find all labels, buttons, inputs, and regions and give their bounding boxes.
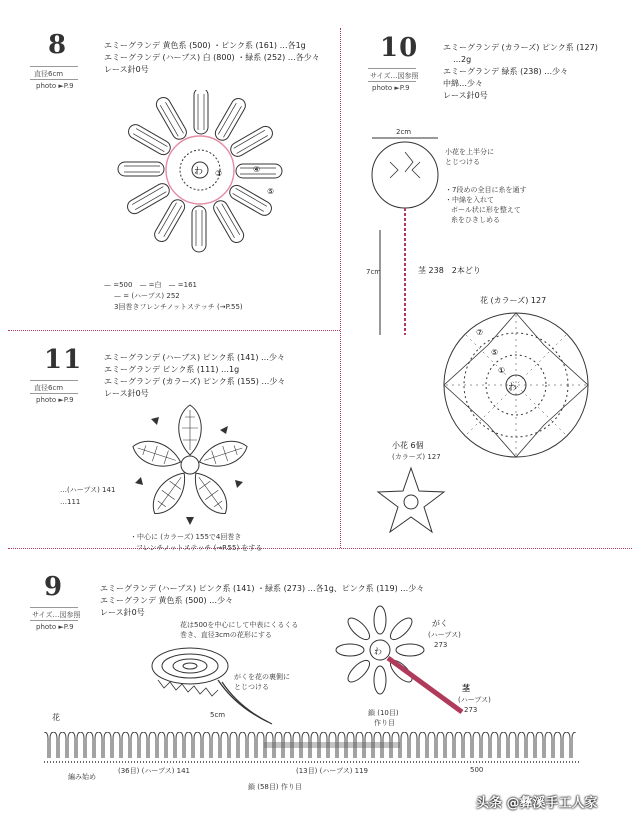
- base-chain-label: 鎖 (58目) 作り目: [248, 783, 302, 791]
- size-label: サイズ…図参照: [370, 72, 419, 80]
- pattern-number: 10: [380, 33, 419, 63]
- flower-label: 花: [52, 713, 60, 722]
- svg-text:④: ④: [253, 165, 261, 174]
- pattern-number: 9: [44, 572, 64, 602]
- diagram-11-flower: [125, 400, 255, 530]
- diagram-8-flower: [95, 90, 315, 260]
- divider-lower: [8, 548, 632, 549]
- seg3-label: 500: [470, 766, 484, 774]
- materials-list: エミーグランデ 黄色系 (500) ・ピンク系 (161) …各1g エミーグランデ (ハーブス) 白 (800) ・緑系 (252) …各少々 レース針0号: [104, 41, 320, 74]
- stem-label: 茎: [462, 684, 470, 693]
- diagram-10-flower: [436, 305, 596, 465]
- dim-5cm: 5cm: [210, 711, 226, 719]
- svg-text:③: ③: [215, 169, 223, 178]
- photo-ref: photo ►P.9: [372, 84, 410, 92]
- divider-top-bottom: [8, 330, 340, 331]
- size-label: 直径6cm: [34, 384, 64, 392]
- photo-ref: photo ►P.9: [36, 396, 74, 404]
- note-calyx: がくを花の裏側に とじつける: [234, 673, 290, 691]
- svg-text:わ: わ: [508, 383, 518, 393]
- photo-ref: photo ►P.9: [36, 623, 74, 631]
- start-label: 編み始め: [68, 773, 96, 781]
- svg-text:①: ①: [498, 366, 506, 375]
- diagram-10-small-flower: [376, 466, 446, 536]
- small-flower-label: 小花 6個: [392, 441, 424, 450]
- watermark: 头条 @彝溪手工人家: [476, 796, 598, 811]
- legend-11: …(ハーブス) 141 …111: [60, 486, 116, 506]
- chain-label: 鎖 (10目) 作り目: [368, 709, 399, 727]
- svg-text:⑤: ⑤: [267, 187, 275, 196]
- divider-vertical: [340, 28, 341, 548]
- note-11: ・中心に (カラーズ) 155で4回巻き フレンチノットステッチ (→P.55) をする: [130, 533, 263, 552]
- svg-text:⑤: ⑤: [491, 348, 499, 357]
- size-label: 直径6cm: [34, 70, 64, 78]
- size-label: サイズ…図参照: [32, 611, 81, 619]
- seg1-label: (36目) (ハーブス) 141: [118, 767, 191, 775]
- pattern-number: 11: [44, 345, 83, 375]
- dim-2cm: 2cm: [396, 128, 412, 136]
- note-mid: ・7段めの全目に糸を通す ・中綿を入れて ボール状に形を整えて 糸をひきしめる: [445, 186, 527, 224]
- materials-list: エミーグランデ (ハーブス) ピンク系 (141) ・緑系 (273) …各1g、ピンク系 (119) …少々 エミーグランデ 黄色系 (500) …少々 レース針0号: [100, 584, 425, 617]
- seg2-label: (13目) (ハーブス) 119: [296, 767, 369, 775]
- small-flower-color: (カラーズ) 127: [392, 453, 441, 461]
- note-flower: 花は500を中心にして中表にくるくる 巻き、直径3cmの花形にする: [180, 621, 299, 639]
- legend-8: — =500 — =白 — =161 — = (ハーブス) 252 3回巻きフレンチノットステッチ (→P.55): [104, 281, 243, 311]
- pattern-number: 8: [48, 30, 68, 60]
- flower-label: 花 (カラーズ) 127: [480, 296, 547, 305]
- materials-list: エミーグランデ (カラーズ) ピンク系 (127) …2g エミーグランデ 緑系 (238) …少々 中綿…少々 レース針0号: [443, 43, 598, 100]
- dim-7cm: 7cm: [366, 268, 382, 276]
- svg-text:わ: わ: [374, 647, 382, 656]
- photo-ref: photo ►P.9: [36, 82, 74, 90]
- diagram-9-strip: [40, 728, 620, 768]
- calyx-label: がく: [432, 619, 448, 628]
- calyx-color: (ハーブス) 273: [428, 631, 461, 649]
- note-top: 小花を上半分に とじつける: [445, 148, 494, 166]
- stem-label: 茎 238 2本どり: [418, 266, 481, 275]
- svg-text:わ: わ: [194, 167, 204, 177]
- stem-color: (ハーブス) 273: [458, 696, 491, 714]
- svg-text:⑦: ⑦: [476, 328, 484, 337]
- diagram-9-calyx: [330, 600, 470, 720]
- materials-list: エミーグランデ (ハーブス) ピンク系 (141) …少々 エミーグランデ ピンク系 (111) …1g エミーグランデ (カラーズ) ピンク系 (155) …少々 レース針0号: [104, 353, 286, 398]
